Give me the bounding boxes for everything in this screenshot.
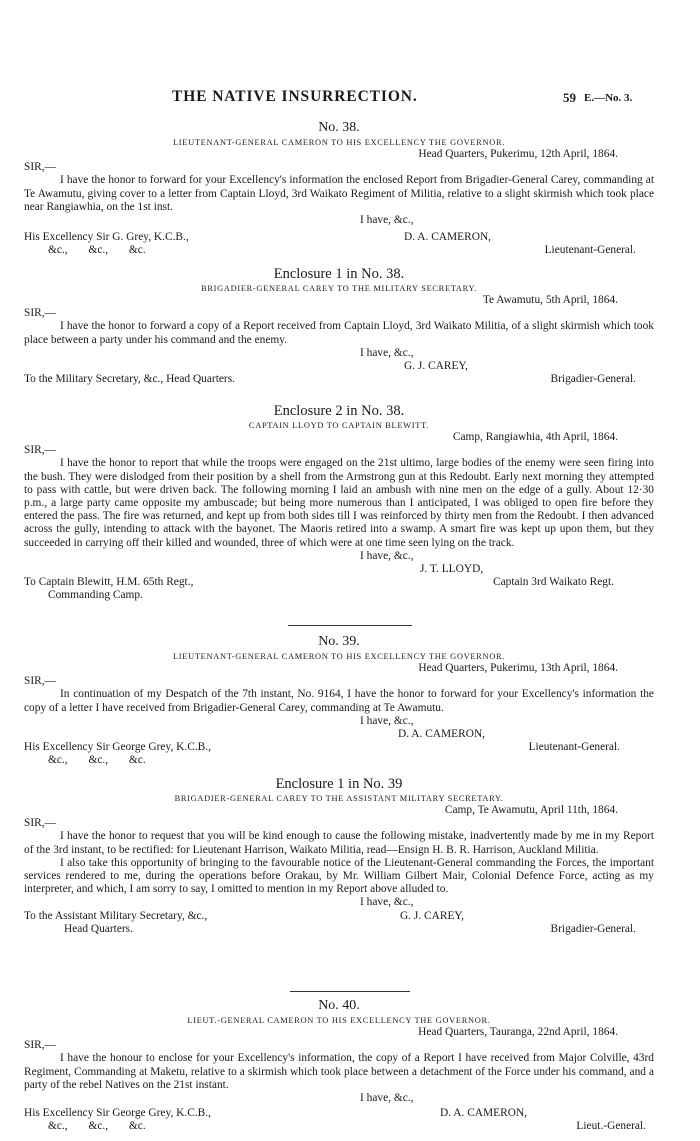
- closing: I have, &c.,: [360, 549, 414, 562]
- enclosure-2-no-38: [24, 403, 654, 602]
- despatch-heading: No. 39.: [318, 634, 360, 649]
- despatch-caption: LIEUTENANT-GENERAL CAMERON TO HIS EXCELLENCY THE GOVERNOR.: [172, 652, 506, 661]
- enclosure-1-no-39: [24, 776, 654, 936]
- addressee-etc: &c., &c., &c.: [48, 1120, 146, 1133]
- rank: Brigadier-General.: [550, 373, 636, 386]
- salutation: SIR,—: [24, 817, 56, 830]
- body-paragraph: I have the honour to enclose for your Excellency's information, the copy of a Report I have received from Major Colville, 43rd Regiment, Commanding at Maketu, relative to a skirmish which took place between a detachment of the Force under his command, and a party of the rebel Natives on the 21st instant.: [24, 1052, 654, 1091]
- dateline: Head Quarters, Pukerimu, 13th April, 1864.: [418, 662, 618, 674]
- body-paragraph: In continuation of my Despatch of the 7th instant, No. 9164, I have the honor to forward for your Excellency's information the copy of a letter I have received from Brigadier-General Carey, commanding at Te Awamutu.: [24, 688, 654, 714]
- addressee-etc: &c., &c., &c.: [48, 244, 146, 257]
- section-divider: [288, 625, 412, 626]
- body-paragraph: I also take this opportunity of bringing to the favourable notice of the Lieutenant-General commanding the Forces, the important services rendered to me, during the operations before Orakau, by Mr. William Gilbert Mair, Colonial Defence Force, acting as my interpreter, and which, I am sorry to say, I omitted to mention in my Report above alluded to.: [24, 856, 654, 896]
- despatch-no-40: [24, 998, 654, 1133]
- running-header: [0, 90, 700, 108]
- closing: I have, &c.,: [360, 896, 414, 909]
- addressee-line-2: Head Quarters.: [64, 922, 133, 935]
- signatory: D. A. CAMERON,: [398, 728, 486, 741]
- despatch-caption: LIEUTENANT-GENERAL CAMERON TO HIS EXCELLENCY THE GOVERNOR.: [172, 138, 506, 147]
- addressee: His Excellency Sir George Grey, K.C.B.,: [24, 741, 211, 754]
- enclosure-caption: BRIGADIER-GENERAL CAREY TO THE MILITARY SECRETARY.: [201, 284, 477, 293]
- dateline: Camp, Rangiawhia, 4th April, 1864.: [452, 431, 618, 443]
- addressee: To the Military Secretary, &c., Head Quarters.: [24, 373, 236, 386]
- dateline: Head Quarters, Pukerimu, 12th April, 1864.: [418, 148, 618, 160]
- salutation: SIR,—: [24, 307, 56, 320]
- closing: I have, &c.,: [360, 714, 414, 727]
- salutation: SIR,—: [24, 675, 56, 688]
- body-paragraph: I have the honor to request that you will be kind enough to cause the following mistake, inadvertently made by me in my Report of the 3rd instant, to be rectified: for Lieutenant Harrison, Waikato Militia, read—Ensign H. B. R. Harrison, Auckland Militia.: [24, 830, 654, 856]
- signatory: D. A. CAMERON,: [404, 231, 492, 244]
- dateline: Camp, Te Awamutu, April 11th, 1864.: [444, 804, 618, 816]
- rank: Lieut.-General.: [576, 1120, 646, 1133]
- dateline: Head Quarters, Tauranga, 22nd April, 1864.: [418, 1026, 618, 1038]
- salutation: SIR,—: [24, 444, 56, 457]
- despatch-no-39: [24, 634, 654, 767]
- closing: I have, &c.,: [360, 1092, 414, 1105]
- addressee-line-2: Commanding Camp.: [48, 589, 143, 602]
- signatory: G. J. CAREY,: [404, 360, 469, 373]
- rank: Captain 3rd Waikato Regt.: [493, 576, 614, 589]
- despatch-caption: LIEUT.-GENERAL CAMERON TO HIS EXCELLENCY THE GOVERNOR.: [187, 1016, 491, 1025]
- section-divider: [290, 991, 410, 992]
- rank: Brigadier-General.: [550, 922, 636, 935]
- salutation: SIR,—: [24, 161, 56, 174]
- enclosure-1-no-38: [24, 266, 654, 386]
- enclosure-heading: Enclosure 1 in No. 38.: [273, 266, 405, 282]
- signatory: D. A. CAMERON,: [440, 1107, 528, 1120]
- addressee: His Excellency Sir G. Grey, K.C.B.,: [24, 231, 189, 244]
- body-paragraph: I have the honor to report that while the troops were engaged on the 21st ultimo, large bodies of the enemy were seen firing into the bush. They were dislodged from their position by a shell from the Armstrong gun at this Redoubt. Early next morning they attempted to pass with cattle, but were driven back. The following morning I laid an ambush with nine men on the edge of a gully. About 12·30 p.m., a large party came opposite my ambuscade; but being more numerous than I anticipated, I was obliged to open fire before they entered the pass. The fire was returned, and kept up from both sides till I was reinforced by thirty men from the Redoubt. I then advanced across the gully, intending to attack with the bayonet. The Maoris retired into a swamp. A smart fire was kept up upon them, but they succeeded in carrying off their killed and wounded, three of which were at one time seen lying on the track.: [24, 457, 654, 549]
- addressee: To Captain Blewitt, H.M. 65th Regt.,: [24, 576, 194, 589]
- despatch-heading: No. 40.: [318, 998, 360, 1013]
- enclosure-caption: BRIGADIER-GENERAL CAREY TO THE ASSISTANT MILITARY SECRETARY.: [174, 794, 504, 803]
- despatch-heading: No. 38.: [318, 120, 360, 135]
- despatch-no-38: [24, 120, 654, 257]
- signatory: G. J. CAREY,: [400, 909, 465, 922]
- closing: I have, &c.,: [360, 346, 414, 359]
- rank: Lieutenant-General.: [528, 741, 620, 754]
- addressee: His Excellency Sir George Grey, K.C.B.,: [24, 1107, 211, 1120]
- enclosure-heading: Enclosure 2 in No. 38.: [273, 403, 405, 419]
- closing: I have, &c.,: [360, 214, 414, 227]
- salutation: SIR,—: [24, 1039, 56, 1052]
- enclosure-caption: CAPTAIN LLOYD TO CAPTAIN BLEWITT.: [248, 421, 430, 430]
- running-title: THE NATIVE INSURRECTION.: [172, 88, 418, 105]
- page-number: 59: [563, 90, 576, 105]
- body-paragraph: I have the honor to forward a copy of a Report received from Captain Lloyd, 3rd Waikato Militia, of a slight skirmish which took place between a party under his command and the enemy.: [24, 320, 654, 346]
- signatory: J. T. LLOYD,: [420, 563, 484, 576]
- series-number: E.—No. 3.: [584, 92, 633, 104]
- body-paragraph: I have the honor to forward for your Excellency's information the enclosed Report from Brigadier-General Carey, commanding at Te Awamutu, giving cover to a letter from Captain Lloyd, 3rd Waikato Regiment of Militia, relative to a slight skirmish which took place near Rangiawhia, on the 1st inst.: [24, 174, 654, 213]
- addressee-etc: &c., &c., &c.: [48, 754, 146, 767]
- dateline: Te Awamutu, 5th April, 1864.: [482, 294, 618, 306]
- addressee: To the Assistant Military Secretary, &c.,: [24, 909, 208, 922]
- rank: Lieutenant-General.: [544, 244, 636, 257]
- enclosure-heading: Enclosure 1 in No. 39: [275, 776, 403, 792]
